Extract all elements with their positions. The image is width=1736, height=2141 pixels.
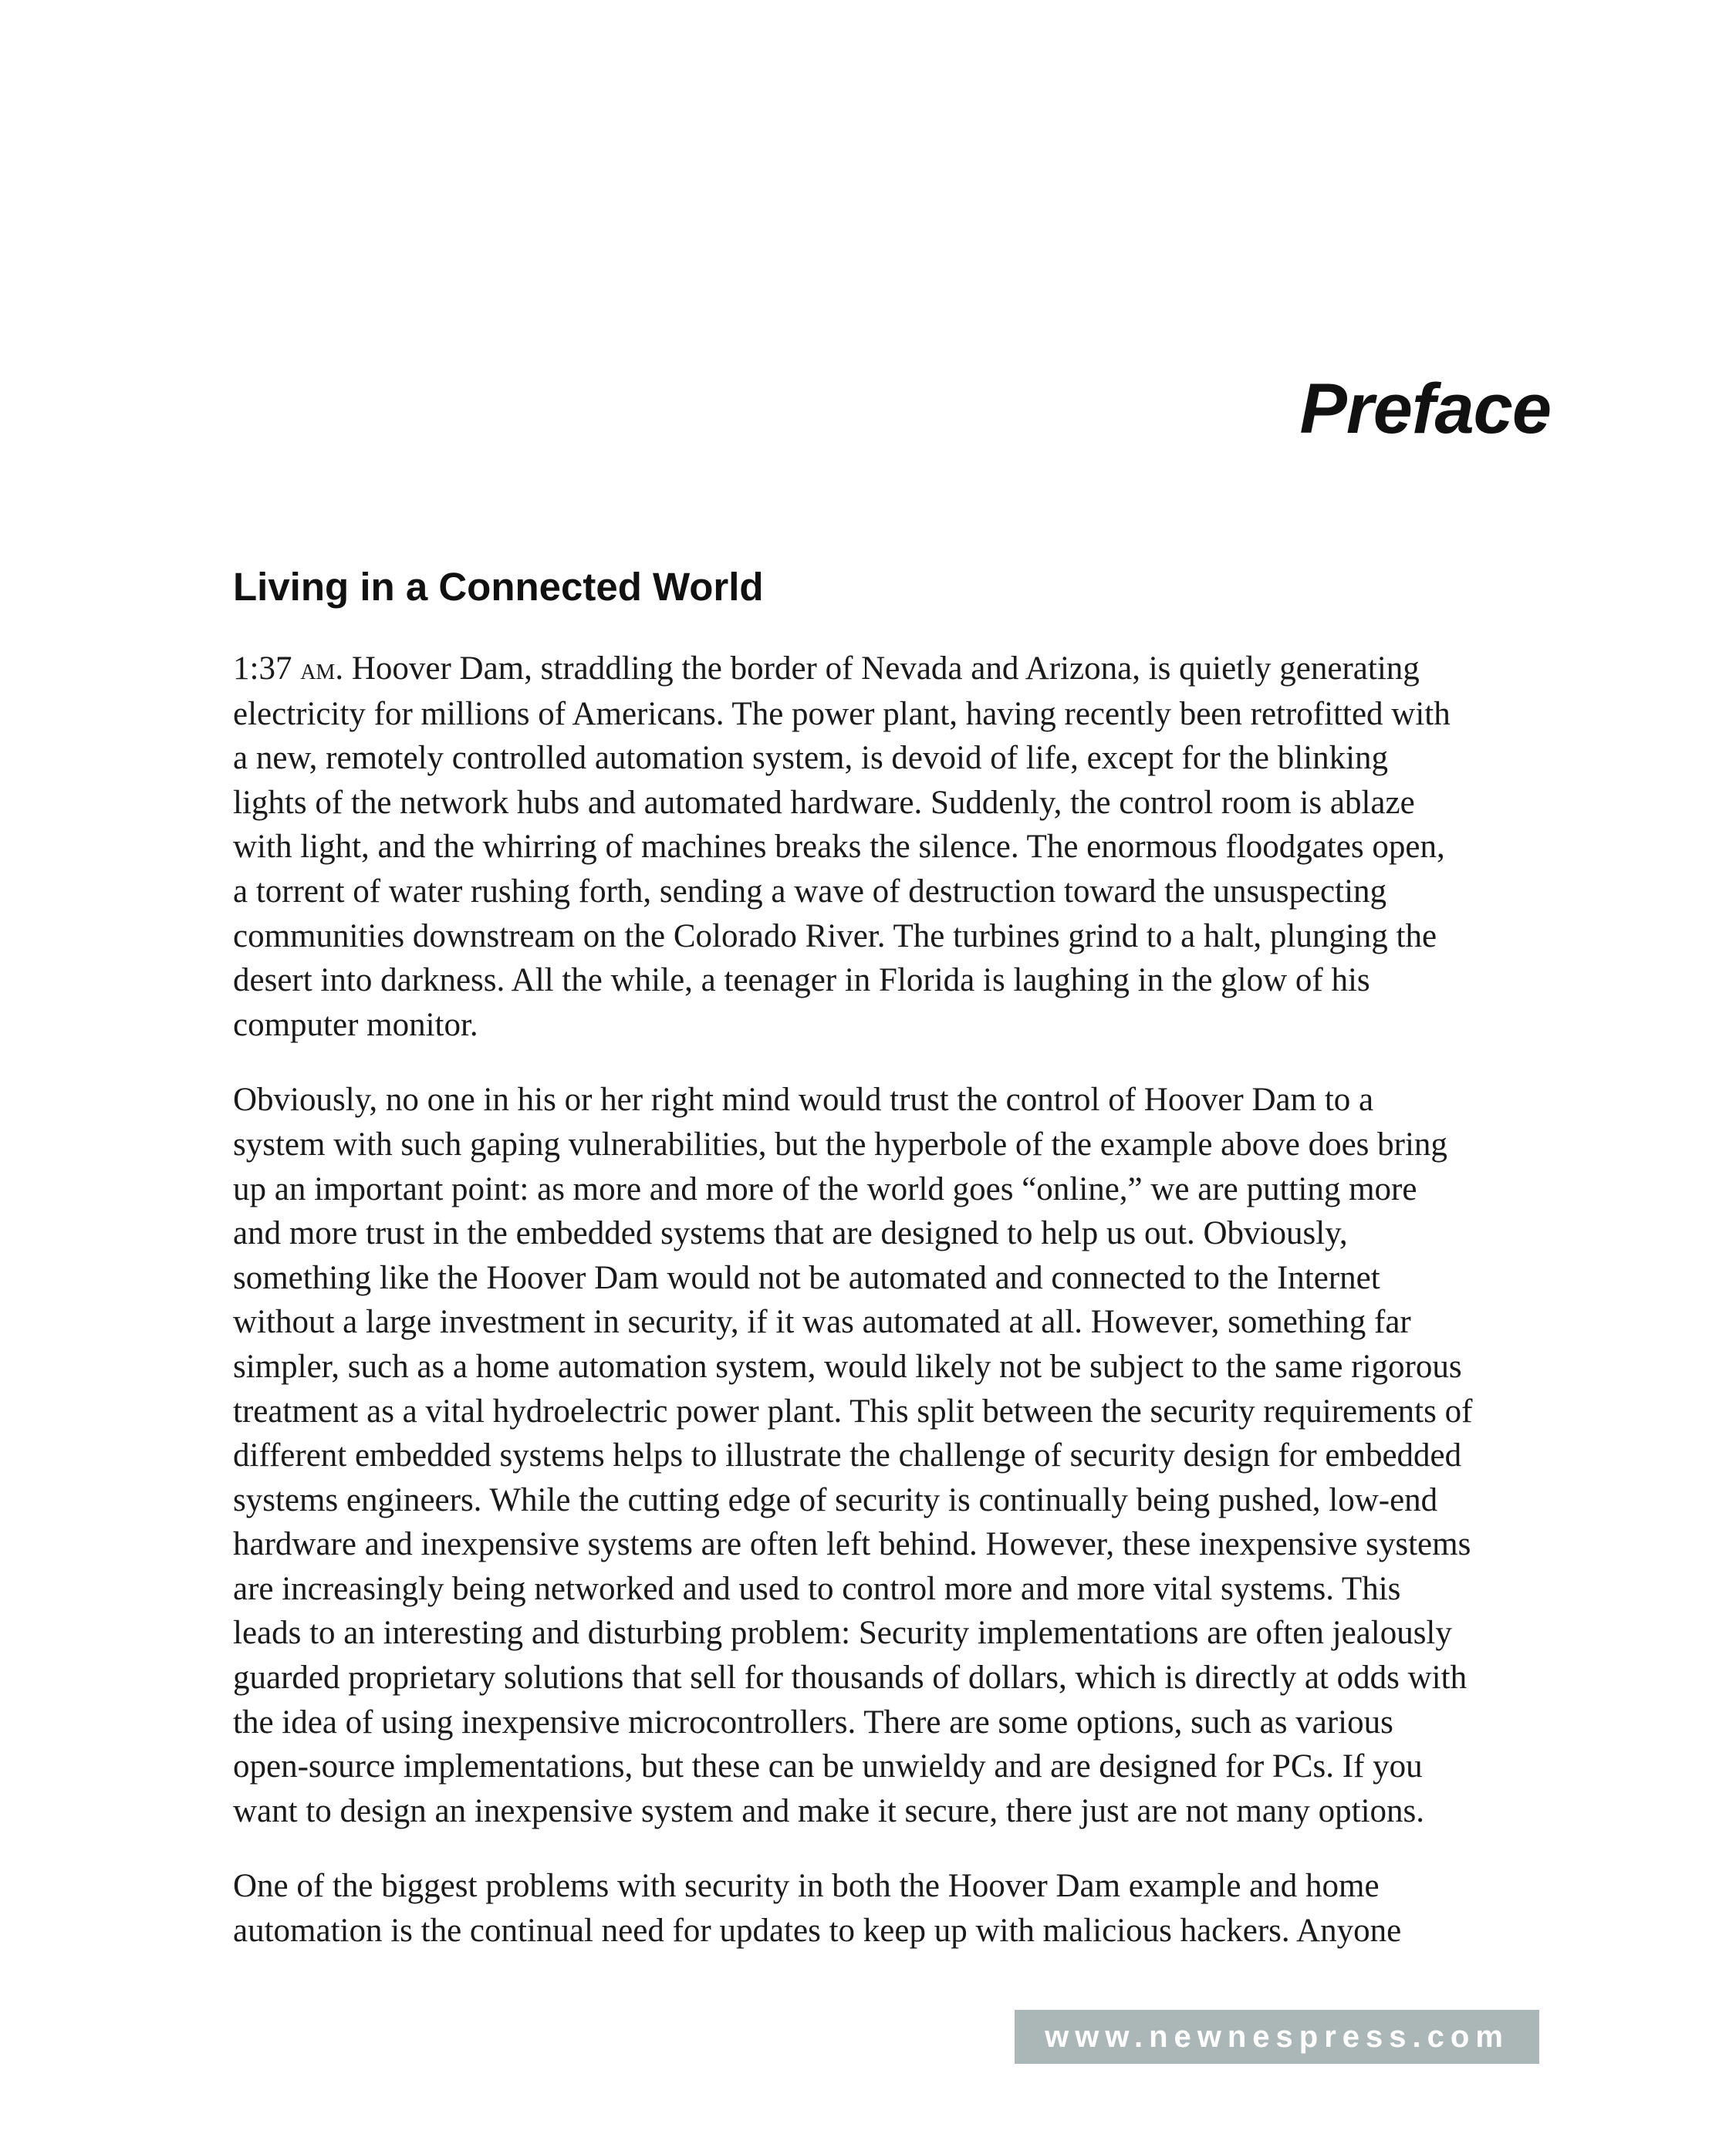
paragraph-line: 1:37 am. Hoover Dam, straddling the border of Nevada and Arizona, is quietly generating <box>233 650 1420 687</box>
paragraph-line: the idea of using inexpensive microcontrollers. There are some options, such as various <box>233 1704 1393 1741</box>
paragraph-line: simpler, such as a home automation system, would likely not be subject to the same rigorous <box>233 1348 1462 1385</box>
paragraph-line: computer monitor. <box>233 1006 478 1043</box>
time-meridiem: am <box>300 652 336 686</box>
paragraph-line: a torrent of water rushing forth, sending a wave of destruction toward the unsuspecting <box>233 873 1387 910</box>
paragraph-line: treatment as a vital hydroelectric power plant. This split between the security requirements of <box>233 1393 1473 1430</box>
paragraph-line: communities downstream on the Colorado River. The turbines grind to a halt, plunging the <box>233 917 1437 954</box>
paragraph-1 <box>233 647 1554 1047</box>
paragraph-line: guarded proprietary solutions that sell for thousands of dollars, which is directly at odds with <box>233 1660 1467 1697</box>
paragraph-line: and more trust in the embedded systems that are designed to help us out. Obviously, <box>233 1215 1348 1252</box>
paragraph-line: without a large investment in security, if it was automated at all. However, something far <box>233 1304 1411 1341</box>
paragraph-line: lights of the network hubs and automated hardware. Suddenly, the control room is ablaze <box>233 784 1415 821</box>
paragraph-line: One of the biggest problems with security in both the Hoover Dam example and home <box>233 1868 1380 1905</box>
paragraph-2 <box>233 1078 1554 1833</box>
paragraph-line: systems engineers. While the cutting edge of security is continually being pushed, low-end <box>233 1481 1438 1518</box>
footer-banner <box>1015 2010 1539 2064</box>
time-stamp: 1:37 <box>233 650 292 687</box>
paragraph-line: leads to an interesting and disturbing problem: Security implementations are often jealously <box>233 1615 1452 1652</box>
body-text <box>233 647 1554 1984</box>
paragraph-line: electricity for millions of Americans. The power plant, having recently been retrofitted with <box>233 695 1451 732</box>
paragraph-line: Obviously, no one in his or her right mind would trust the control of Hoover Dam to a <box>233 1082 1374 1119</box>
footer-url: www.newnespress.com <box>1045 2019 1509 2054</box>
paragraph-line: are increasingly being networked and used to control more and more vital systems. This <box>233 1570 1401 1607</box>
paragraph-line: with light, and the whirring of machines breaks the silence. The enormous floodgates open, <box>233 829 1445 866</box>
paragraph-line: open-source implementations, but these can be unwieldy and are designed for PCs. If you <box>233 1748 1423 1785</box>
paragraph-line-text: Hoover Dam, straddling the border of Nevada and Arizona, is quietly generating <box>351 650 1420 687</box>
section-heading: Living in a Connected World <box>233 565 764 609</box>
paragraph-line: different embedded systems helps to illustrate the challenge of security design for embedded <box>233 1437 1462 1474</box>
paragraph-line: desert into darkness. All the while, a teenager in Florida is laughing in the glow of his <box>233 962 1370 999</box>
paragraph-line: want to design an inexpensive system and make it secure, there just are not many options. <box>233 1792 1425 1829</box>
page-title: Preface <box>1299 370 1551 448</box>
paragraph-line: a new, remotely controlled automation system, is devoid of life, except for the blinking <box>233 740 1389 777</box>
paragraph-line: system with such gaping vulnerabilities, but the hyperbole of the example above does bring <box>233 1126 1447 1163</box>
paragraph-line: automation is the continual need for updates to keep up with malicious hackers. Anyone <box>233 1913 1402 1950</box>
paragraph-line: something like the Hoover Dam would not be automated and connected to the Internet <box>233 1259 1380 1296</box>
paragraph-3 <box>233 1864 1554 1953</box>
paragraph-line: hardware and inexpensive systems are often left behind. However, these inexpensive systems <box>233 1526 1471 1563</box>
paragraph-line: up an important point: as more and more of the world goes “online,” we are putting more <box>233 1170 1417 1207</box>
